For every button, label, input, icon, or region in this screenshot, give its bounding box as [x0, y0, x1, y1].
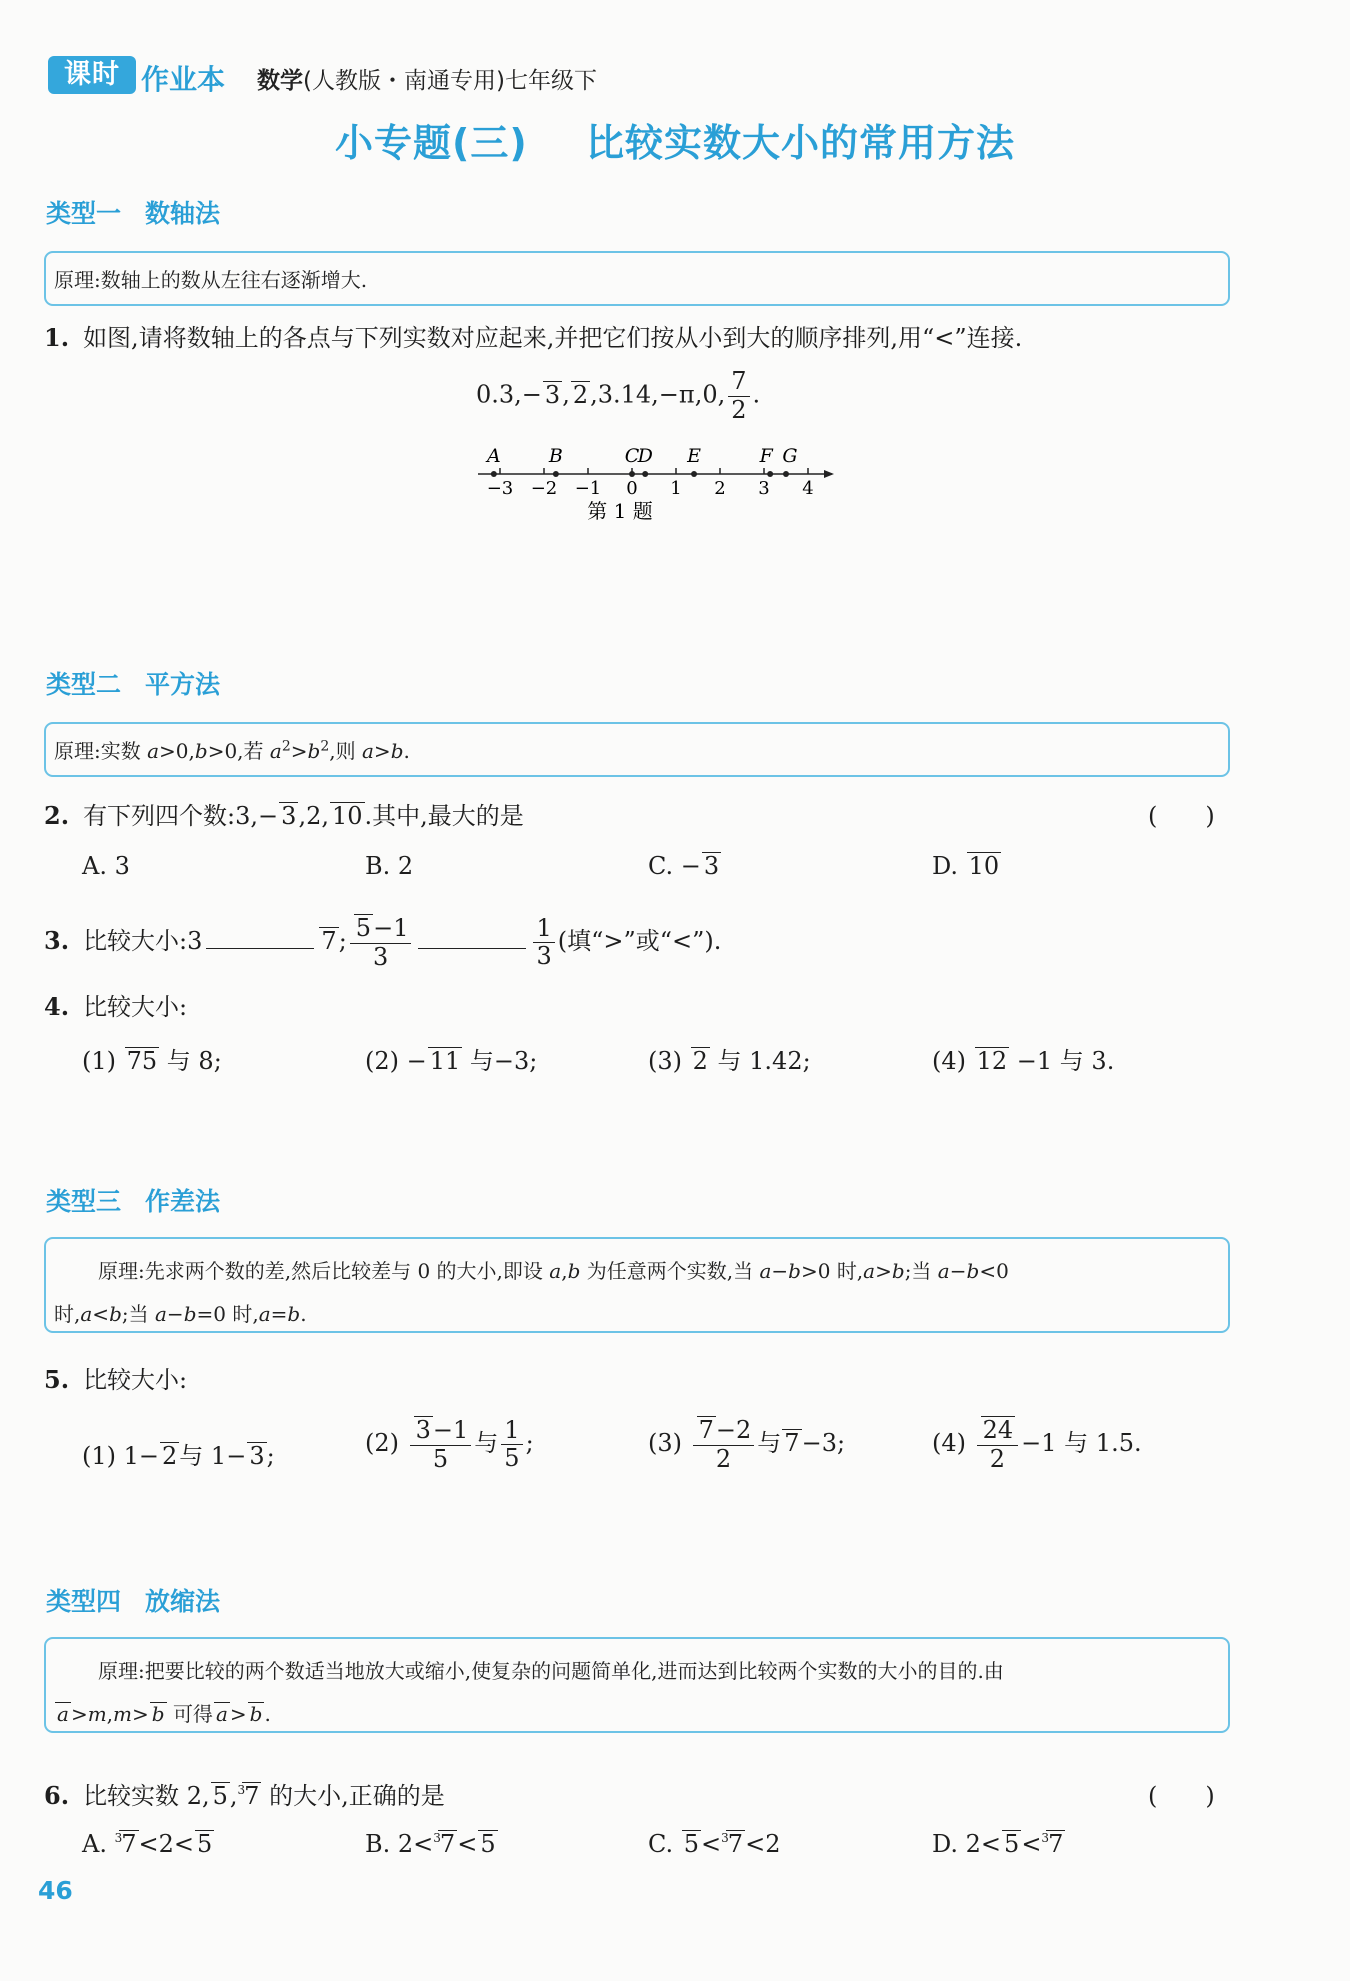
question-6: 6. 比较实数 2, 5,$^3$7 的大小,正确的是 — [44, 1781, 445, 1810]
axis-point-label: D — [637, 445, 653, 467]
question-4 — [44, 987, 187, 1022]
principle-line-2: a >m,m> b 可得 a > b . — [57, 1702, 271, 1726]
axis-point — [783, 471, 789, 477]
q6-option-b[interactable]: B. 2<$^3$7< 5 — [365, 1830, 496, 1858]
question-number: 1. — [44, 323, 70, 352]
page-title — [0, 112, 1350, 167]
question-number: 2. — [44, 801, 70, 830]
answer-paren[interactable]: ( ) — [1148, 1782, 1215, 1810]
principle-line-1: 原理:把要比较的两个数适当地放大或缩小,使复杂的问题简单化,进而达到比较两个实数的大小的目的.由 — [98, 1659, 1004, 1683]
section-1-heading — [46, 194, 220, 230]
section-3-heading — [46, 1182, 220, 1218]
axis-point-label: B — [548, 445, 563, 467]
question-number: 3. — [44, 926, 70, 956]
axis-tick-label: 0 — [626, 478, 638, 499]
number-line-figure — [470, 440, 850, 530]
axis-point — [553, 471, 559, 477]
section-2-heading — [46, 665, 220, 701]
axis-tick-label: 2 — [714, 478, 726, 499]
q4-sub-1: (1) 75 与 8; — [82, 1047, 222, 1075]
axis-point — [642, 471, 648, 477]
question-5 — [44, 1360, 187, 1395]
book-logo — [48, 56, 136, 94]
axis-point-label: E — [687, 445, 701, 467]
answer-blank-2[interactable] — [418, 926, 526, 949]
axis-point — [691, 471, 697, 477]
principle-text: 原理:数轴上的数从左往右逐渐增大. — [54, 268, 368, 292]
q2-option-b[interactable]: B. 2 — [365, 852, 414, 880]
principle-text: 原理:实数 a>0,b>0,若 $a^2>b^2$,则 a>b. — [54, 738, 410, 763]
title-part2: 比较实数大小的常用方法 — [585, 121, 1015, 165]
axis-point-label: G — [782, 445, 798, 467]
q1-number-list: 0.3,− 3, 2,3.14,−π,0, $\frac{7}{2}$ . — [476, 367, 761, 424]
title-part1: 小专题(三) — [335, 121, 528, 165]
q2-option-a[interactable]: A. 3 — [82, 852, 130, 880]
principle-box-1 — [44, 251, 1230, 306]
principle-box-4 — [44, 1637, 1230, 1733]
axis-point-label: C — [624, 445, 640, 467]
question-2: 2. 有下列四个数:3,− 3,2, 10.其中,最大的是 — [44, 801, 524, 830]
principle-line-2: 时,a<b;当 a−b=0 时,a=b. — [54, 1302, 307, 1326]
principle-box-3 — [44, 1237, 1230, 1333]
question-text: 如图,请将数轴上的各点与下列实数对应起来,并把它们按从小到大的顺序排列,用“<”连接. — [83, 324, 1023, 352]
axis-point-label: F — [759, 445, 773, 467]
section-type: 类型四 — [46, 1587, 122, 1616]
section-name: 作差法 — [145, 1187, 221, 1216]
q6-option-d[interactable]: D. 2< 5<$^3$7 — [932, 1830, 1064, 1858]
section-name: 平方法 — [145, 670, 221, 699]
edition: (人教版・南通专用)七年级下 — [303, 68, 597, 94]
section-type: 类型三 — [46, 1187, 122, 1216]
page-number: 46 — [38, 1876, 73, 1905]
question-number: 5. — [44, 1365, 70, 1394]
q5-sub-4: (4) $\frac{24}{2}$ −1 与 1.5. — [932, 1416, 1142, 1473]
section-name: 数轴法 — [145, 199, 221, 228]
q6-option-c[interactable]: C. 5<$^3$7<2 — [648, 1830, 781, 1858]
q4-sub-2: (2) − 11 与−3; — [365, 1047, 538, 1075]
q5-sub-3: (3) $\frac{7-2}{2}$ 与 7−3; — [648, 1416, 846, 1473]
answer-paren[interactable]: ( ) — [1148, 802, 1215, 830]
axis-point — [629, 471, 635, 477]
subject: 数学 — [257, 68, 303, 94]
question-number: 6. — [44, 1781, 70, 1810]
q2-option-d[interactable]: D. 10 — [932, 852, 1000, 880]
section-type: 类型二 — [46, 670, 122, 699]
q4-sub-3: (3) 2 与 1.42; — [648, 1047, 811, 1075]
axis-tick-label: −1 — [574, 478, 602, 499]
question-number: 4. — [44, 992, 70, 1021]
answer-blank-1[interactable] — [206, 926, 314, 949]
section-4-heading — [46, 1582, 220, 1618]
principle-box-2 — [44, 722, 1230, 777]
q6-option-a[interactable]: A. $^3$7<2< 5 — [82, 1830, 213, 1858]
axis-point — [767, 471, 773, 477]
axis-tick-label: −3 — [486, 478, 514, 499]
axis-tick-label: 3 — [758, 478, 770, 499]
q2-option-c[interactable]: C. − 3 — [648, 852, 720, 880]
question-text: 比较大小: — [83, 993, 188, 1021]
question-1 — [44, 318, 1022, 353]
q5-sub-1: (1) 1− 2与 1− 3; — [82, 1442, 275, 1470]
principle-line-1: 原理:先求两个数的差,然后比较差与 0 的大小,即设 a,b 为任意两个实数,当 a−b>0 时,a>b;当 a−b<0 — [98, 1259, 1009, 1283]
axis-tick-label: 1 — [670, 478, 682, 499]
axis-point — [491, 471, 497, 477]
section-type: 类型一 — [46, 199, 122, 228]
question-3: 3. 比较大小:3 7; $\frac{5-1}{3}$ $\frac{1}{3}$ (填“>”或“<”). — [44, 913, 722, 971]
figure-caption: 第 1 题 — [587, 499, 653, 523]
axis-tick-label: −2 — [530, 478, 558, 499]
axis-arrow — [824, 470, 834, 478]
axis-point-label: A — [486, 445, 501, 467]
axis-tick-label: 4 — [802, 478, 814, 499]
book-subtitle — [257, 62, 597, 95]
section-name: 放缩法 — [145, 1587, 221, 1616]
book-name: 作业本 — [141, 63, 226, 96]
question-text: 比较大小: — [83, 1366, 188, 1394]
q5-sub-2: (2) $\frac{3-1}{5}$ 与 $\frac{1}{5}$ ; — [365, 1415, 534, 1473]
q4-sub-4: (4) 12 −1 与 3. — [932, 1047, 1115, 1075]
logo-text: 课时 — [64, 59, 120, 90]
